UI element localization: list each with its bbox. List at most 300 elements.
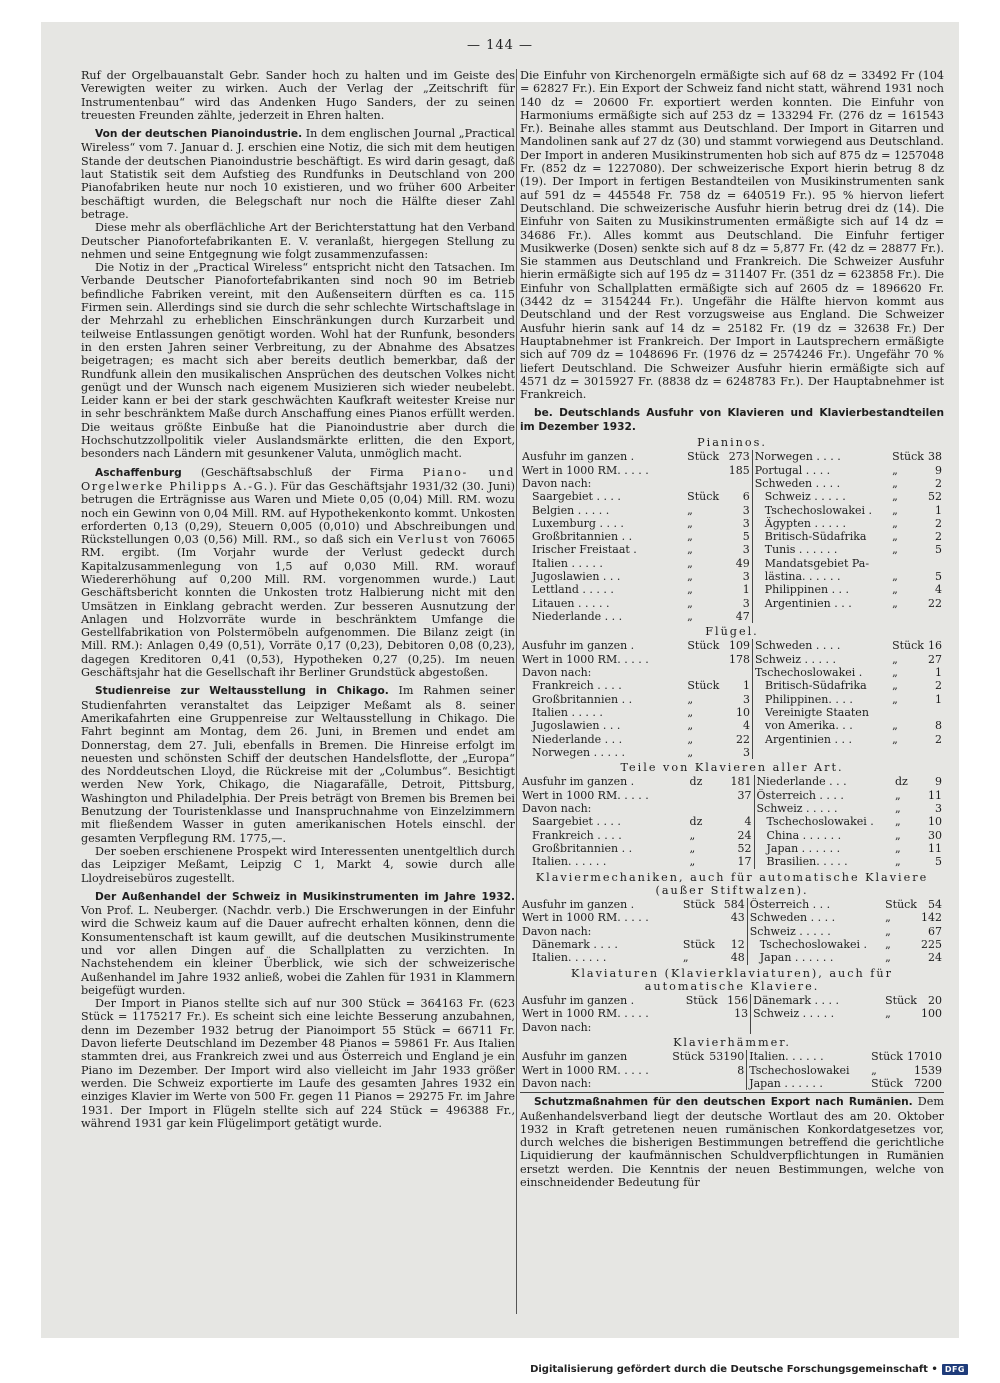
table-cell: Davon nach: [522, 924, 592, 938]
table-cell: „ [687, 503, 693, 517]
table-cell: 181 [730, 775, 752, 789]
table-row [520, 855, 944, 868]
table-cell: Ausfuhr im ganzen . [522, 898, 635, 912]
table-row [520, 719, 944, 732]
table-cell: Stück [871, 1050, 903, 1064]
table-cell: 9 [935, 775, 942, 789]
table-cell: dz [689, 815, 703, 829]
section-heading-aschaffenburg: Aschaffenburg [95, 466, 182, 479]
table-cell: Davon nach: [522, 476, 592, 490]
table-cell: Norwegen . . . . [752, 450, 890, 463]
table-cell: „ [689, 855, 696, 869]
table-cell: Schweden . . . . [752, 477, 890, 490]
table-cell: Tschechoslowakei . [753, 666, 891, 679]
aschaffenburg-text-b: ). Für das Geschäftsjahr 1931/32 (30. Juni) betrugen die Erträgnisse aus Waren und Miete 0,05 (0,04) Mill. RM. wozu noch ein Gewinn von 0,04 Mill. RM. auf Hypothekenkonto kommt. Unkosten erforderten 0,13 (0,29), Steuern 0,005 (0,010) und Abschreibungen und Rückstellungen 0,03 (0,56) Mill. RM., so daß sich ein [81, 479, 515, 547]
table-cell: 22 [736, 732, 751, 746]
table-cell [751, 1021, 883, 1034]
table-row [520, 1077, 944, 1090]
table-cell: Dänemark . . . . [751, 994, 883, 1007]
table-cell: Saargebiet . . . . [532, 815, 621, 829]
table-cell: Saargebiet . . . . [532, 490, 621, 504]
table-cell: „ [687, 596, 693, 610]
table-cell: Irischer Freistaat . [532, 543, 637, 557]
statistics-heading: be. Deutschlands Ausfuhr von Klavieren und Klavierbestandteilen im Dezember 1932. [520, 407, 944, 433]
table-cell: Japan . . . . . . [754, 842, 893, 855]
table-cell [723, 666, 752, 679]
table-cell: 9 [935, 463, 942, 477]
table-cell: 4 [935, 583, 942, 597]
column-divider [516, 69, 517, 1314]
table-cell: 6 [742, 490, 750, 504]
table-cell: 185 [728, 463, 750, 477]
table-cell: Ausfuhr im ganzen . [522, 775, 635, 789]
table-cell: 10 [736, 705, 751, 719]
table-row [520, 557, 944, 570]
table-cell [725, 802, 754, 815]
table-cell: „ [885, 1007, 891, 1021]
table-cell: Davon nach: [522, 802, 592, 816]
table-cell: 1 [935, 692, 942, 706]
table-row [520, 490, 944, 503]
table-cell: 3 [742, 503, 750, 517]
table-cell [752, 610, 890, 623]
table-cell: 37 [737, 788, 752, 802]
table-cell: 43 [730, 911, 745, 925]
table-cell [688, 789, 725, 802]
table-cell: Tschechoslowakei [747, 1064, 869, 1077]
table-cell [681, 911, 719, 924]
table-cell: Niederlande . . . [532, 609, 623, 623]
table-cell: 178 [729, 652, 751, 666]
table-cell: 8 [737, 1063, 745, 1077]
table-cell: 584 [723, 898, 745, 912]
table-cell: „ [687, 543, 693, 557]
table-cell: 8 [935, 719, 942, 733]
table-cell: Norwegen . . . . . [532, 745, 626, 759]
table-cell: „ [689, 828, 696, 842]
table-title-pianinos: Pianinos. [697, 436, 767, 450]
table-cell [685, 477, 723, 490]
table-cell: 17 [737, 855, 752, 869]
table-row [520, 653, 944, 666]
table-cell: „ [894, 802, 901, 816]
table-cell: „ [885, 938, 891, 951]
section-heading-schweiz: Der Außenhandel der Schweiz in Musikinstrumenten im Jahre 1932. [95, 890, 515, 903]
table-cell: Wert in 1000 RM. . . . . [522, 1063, 649, 1077]
table-cell: Großbritannien . . [532, 841, 633, 855]
table-cell: 3 [743, 692, 751, 706]
table-cell: Großbritannien . . [532, 692, 633, 706]
left-column [81, 69, 515, 1130]
table-cell: 53190 [709, 1050, 745, 1064]
section-pianoindustrie-p1 [81, 127, 515, 221]
table-row [520, 1064, 944, 1077]
table-cell: Britisch-Südafrika [753, 679, 891, 692]
table-cell: 1 [743, 679, 751, 693]
aschaffenburg-firm: Piano- und Orgelwerke Philipps A.-G. [81, 465, 515, 493]
table-cell: 24 [737, 828, 752, 842]
table-cell: Brasilien. . . . . [754, 855, 893, 868]
table-cell: „ [892, 652, 898, 666]
table-cell: Stück [687, 679, 720, 693]
table-cell: 109 [729, 639, 751, 653]
table-cell: 156 [727, 994, 749, 1008]
table-cell: Italien. . . . . . [532, 855, 607, 869]
table-cell: 17010 [907, 1050, 942, 1064]
table-cell: 2 [935, 476, 942, 490]
table-cell: Österreich . . . [747, 898, 883, 911]
table-cell: 27 [928, 652, 942, 666]
section-schweiz-p1 [81, 890, 515, 997]
table-cell: Italien . . . . . [532, 556, 603, 570]
table-cell: 30 [928, 828, 942, 842]
table-row [520, 706, 944, 719]
section-pianoindustrie-p2: Diese mehr als oberflächliche Art der Berichterstattung hat den Verband Deutscher Pianofortefabrikanten E. V. veranlaßt, hiergegen Stellung zu nehmen und seine Entgegnung wie folgt zusammenzufassen: [81, 221, 515, 261]
table-row [520, 1050, 944, 1063]
table-row [520, 829, 944, 842]
table-mechaniken [520, 898, 944, 964]
table-cell: Japan . . . . . . [747, 1077, 869, 1090]
right-column [520, 69, 944, 1189]
section-chikago-p1 [81, 684, 515, 845]
table-cell: Stück [892, 639, 924, 653]
table-cell: „ [689, 841, 696, 855]
table-cell: Davon nach: [522, 1020, 592, 1034]
table-row [520, 450, 944, 463]
table-row [520, 775, 944, 788]
table-row [520, 570, 944, 583]
section-heading-rumaenien: Schutzmaßnahmen für den deutschen Export nach Rumänien. [534, 1096, 913, 1109]
table-cell: 1 [935, 503, 942, 517]
aschaffenburg-text-c: von 76065 RM. ergibt. (Im Vorjahr wurde der Verlust gedeckt durch Kapitalzusammenlegung von 1,5 auf 0,030 Mill. RM. worauf Wiedererhöhung auf 0,200 Mill. RM. vorgenommen wurde.) Laut Geschäftsbericht konnten die Unkosten trotz Halbierung nicht mit den Umsätzen in Einklang gebracht werden. Zur besseren Ausnutzung der Anlagen und Holzvorräte wurde in beschränktem Umfange die Gestellfabrikation von Polstermöbeln aufgenommen. Die Bilanz zeigt (in Mill. RM.): Anlagen 0,49 (0,51), Vorräte 0,17 (0,23), Debitoren 0,08 (0,23), dagegen Kreditoren 0,41 (0,53), Hypotheken 0,27 (0,25). Im neuen Geschäftsjahr hat die Gesellschaft ihr Berliner Grundstück abgestoßen. [81, 533, 515, 680]
table-cell [681, 925, 719, 938]
table-cell [685, 464, 723, 477]
paragraph-sander: Ruf der Orgelbauanstalt Gebr. Sander hoch zu halten und im Geiste des Verewigten weiter zu wirken. Auch der Verlag der „Zeitschrift für Instrumentenbau“ wird das Andenken Hugo Sanders, der zu seinen treuesten Freunden zählte, jederzeit in Ehren halten. [81, 69, 515, 122]
table-klaviaturen [520, 994, 944, 1034]
table-title-haemmer: Klavierhämmer. [673, 1036, 791, 1050]
table-row [520, 693, 944, 706]
table-cell: „ [687, 732, 694, 746]
table-row [520, 504, 944, 517]
table-cell: „ [687, 583, 693, 597]
table-cell: 4 [744, 815, 752, 829]
footer [530, 1364, 968, 1375]
table-cell: 22 [928, 596, 942, 610]
table-cell: dz [689, 775, 703, 789]
table-cell: Ausfuhr im ganzen . [522, 639, 635, 653]
table-cell: „ [892, 530, 898, 544]
table-cell: Österreich . . . . [754, 789, 893, 802]
table-cell [919, 1021, 944, 1034]
table-cell: Ausfuhr im ganzen . [522, 994, 635, 1008]
table-cell: „ [892, 583, 898, 597]
table-pianinos [520, 450, 944, 623]
table-cell: Schweden . . . . [753, 639, 891, 652]
section-rumaenien [520, 1095, 944, 1189]
dfg-logo: DFG [942, 1364, 968, 1375]
footer-credit: Digitalisierung gefördert durch die Deutsche Forschungsgemeinschaft • [530, 1364, 938, 1375]
table-cell: Tunis . . . . . . [752, 543, 890, 556]
table-cell [926, 557, 944, 570]
table-cell: 3 [742, 516, 750, 530]
table-row [520, 597, 944, 610]
table-cell: „ [892, 596, 898, 610]
table-cell: Wert in 1000 RM. . . . . [522, 911, 649, 925]
table-cell: Davon nach: [522, 1076, 592, 1090]
table-cell: Britisch-Südafrika [752, 530, 890, 543]
table-cell: Italien . . . . . [532, 705, 603, 719]
table-cell [684, 1021, 722, 1034]
table-cell [883, 1021, 919, 1034]
table-cell: 3 [742, 569, 750, 583]
table-title-mechaniken: Klaviermechaniken, auch für automatische Klaviere (außer Stiftwalzen). [535, 870, 929, 897]
table-cell: Vereinigte Staaten [753, 706, 891, 719]
table-cell: „ [885, 911, 891, 925]
table-cell: 7200 [914, 1076, 942, 1090]
table-cell: 3 [743, 745, 751, 759]
table-cell: „ [892, 503, 898, 517]
table-cell: 273 [728, 450, 750, 464]
table-title-klaviaturen: Klaviaturen (Klavierklaviaturen), auch für automatische Klaviere. [571, 966, 893, 993]
table-cell: Stück [682, 938, 715, 951]
table-cell [753, 746, 891, 759]
table-cell: Stück [672, 1050, 705, 1064]
page-number: — 144 — [466, 38, 534, 53]
table-cell: Italien. . . . . . [747, 1050, 869, 1063]
table-cell [723, 477, 752, 490]
table-cell: „ [687, 705, 694, 719]
table-cell [926, 746, 944, 759]
table-cell: „ [892, 490, 898, 504]
section-chikago-p2: Der soeben erschienene Prospekt wird Interessenten unentgeltlich durch das Leipziger Meßamt, Leipzig C 1, Markt 4, sowie durch alle Lloydreisebüros zugestellt. [81, 844, 515, 885]
table-cell [685, 666, 723, 679]
table-cell: Argentinien . . . [753, 733, 891, 746]
table-cell: 142 [921, 911, 942, 925]
section-pianoindustrie-p3: Die Notiz in der „Practical Wireless“ entspricht nicht den Tatsachen. Im Verbande Deutscher Pianofortefabrikanten sind noch 90 im Betrieb befindliche Fabriken vereint, mit den Außenseitern dürften es ca. 115 Firmen sein. Allerdings sind sie durch die sehr schlechte Wirtschaftslage in der Mehrzahl zu erheblichen Einschränkungen durch Kurzarbeit und teilweise Entlassungen genötigt worden. Wohl hat der Runfunk, besonders in den ersten Jahren seiner Verbreitung, zu der Abnahme des Absatzes beigetragen; es macht sich aber bereits deutlich bemerkbar, daß der Rundfunk allein den musikalischen Ansprüchen des deutschen Volkes nicht genügt und der Wunsch nach eigenem Musizieren sich wieder neubelebt. Leider kann er bei der stark geschwächten Kaufkraft weitester Kreise nur in sehr beschränktem Maße durch Anschaffung eines Pianos erfüllt werden. Die weitaus größte Einbuße hat die Pianoindustrie aber durch die Hochschutzzollpolitik vieler Auslandsmärkte erlitten, die den Export, besonders nach Ländern mit gesunkener Valuta, unmöglich macht. [81, 261, 515, 461]
table-row [520, 477, 944, 490]
table-cell: 2 [935, 679, 942, 693]
table-cell: dz [894, 775, 908, 789]
table-cell: China . . . . . . [754, 829, 893, 842]
table-cell: 3 [935, 802, 942, 816]
table-cell: Frankreich . . . . [532, 828, 622, 842]
table-cell: 1 [935, 666, 942, 680]
table-row [520, 1021, 944, 1034]
table-row [520, 733, 944, 746]
section-pianoindustrie-text: In dem englischen Journal „Practical Wireless“ vom 7. Januar d. J. erschien eine Notiz, die sich mit dem heutigen Stande der deutschen Pianoindustrie beschäftigt. Es wird darin gesagt, daß laut Statistik seit dem Aufstieg des Rundfunks in Deutschland von 200 Pianofabriken heute nur noch 10 existieren, und wo früher 600 Arbeiter beschäftigt wurden, die Belegschaft nur noch die Hälfte dieser Zahl betrage. [81, 127, 515, 221]
table-cell [684, 1007, 722, 1020]
table-cell: Schweiz . . . . . [751, 1007, 883, 1020]
table-cell: 38 [928, 450, 942, 464]
aschaffenburg-text-a: (Geschäftsabschluß der Firma [200, 465, 404, 479]
table-cell [926, 706, 944, 719]
table-cell: 2 [935, 732, 942, 746]
table-cell: „ [885, 924, 891, 938]
table-cell: „ [892, 666, 898, 680]
table-cell: Wert in 1000 RM. . . . . [522, 463, 649, 477]
table-row [520, 639, 944, 652]
table-cell: 2 [935, 516, 942, 530]
table-cell: Italien. . . . . . [532, 951, 607, 965]
table-cell [890, 610, 926, 623]
table-cell: Lettland . . . . . [532, 583, 614, 597]
table-row [520, 543, 944, 556]
table-cell: Stück [687, 639, 720, 653]
table-cell: Tschechoslowakei . [747, 938, 883, 951]
paragraph-import-export: Die Einfuhr von Kirchenorgeln ermäßigte sich auf 68 dz = 33492 Fr (104 = 62827 Fr.). Ein Export der Schweiz fand nicht statt, während 1931 noch 140 dz = 20600 Fr. exportiert werden konnten. Die Einfuhr von Harmoniums ermäßigte sich auf 253 dz = 133294 Fr. (276 dz = 161543 Fr.). Beinahe alles stammt aus Deutschland. Der Import in Gitarren und Mandolinen sank auf 27 dz (30) und stammt vorwiegend aus Deutschland. Der Import in anderen Musikinstrumenten hob sich auf 875 dz = 1257048 Fr. (852 dz = 1227080). Der schweizerische Export hierin betrug 8 dz (19). Der Import in fertigen Bestandteilen von Musikinstrumenten sank auf 591 dz = 445548 Fr. 758 dz = 640519 Fr.). 95 % hiervon liefert Deutschland. Die schweizerische Ausfuhr hierin betrug drei dz (14). Die Einfuhr von Saiten zu Musikinstrumenten ermäßigte sich auf 14 dz = 34686 Fr.). Alles kommt aus Deutschland. Die Einfuhr fertiger Musikwerke (Dosen) senkte sich auf 8 dz = 5,877 Fr. (42 dz = 28877 Fr.). Sie stammen aus Deutschland und Frankreich. Die Schweizer Ausfuhr hierin ermäßigte sich auf 195 dz = 311407 Fr. (351 dz = 623858 Fr.). Die Einfuhr von Schallplatten ermäßigte sich auf 2605 dz = 1896620 Fr. (3442 dz = 3154244 Fr.). Ungefähr die Hälfte hiervon kommt aus Deutschland und der Rest vorzugsweise aus England. Die Schweizer Ausfuhr hierin sank auf 14 dz = 25182 Fr. (19 dz = 32638 Fr.) Der Hauptabnehmer ist Frankreich. Der Import in Lautsprechern ermäßigte sich auf 709 dz = 1048696 Fr. (1976 dz = 2574246 Fr.). Ungefähr 70 % liefert Deutschland. Die Schweizer Ausfuhr hierin ermäßigte sich auf 4571 dz = 3015927 Fr. (8838 dz = 6248783 Fr.). Der Hauptabnehmer ist Frankreich. [520, 69, 944, 402]
table-cell: Niederlande . . . [532, 732, 623, 746]
section-heading-pianoindustrie: Von der deutschen Pianoindustrie. [95, 128, 303, 141]
table-cell: Schweiz . . . . . [747, 925, 883, 938]
table-cell: 47 [735, 609, 750, 623]
table-row [520, 530, 944, 543]
table-cell: „ [894, 788, 901, 802]
table-row [520, 911, 944, 924]
table-cell [722, 1021, 751, 1034]
table-cell: „ [892, 692, 898, 706]
table-cell: 11 [928, 841, 942, 855]
table-row [520, 746, 944, 759]
table-cell: 20 [928, 994, 942, 1008]
table-cell [719, 925, 748, 938]
table-cell: „ [871, 1063, 877, 1077]
table-row [520, 583, 944, 596]
table-cell: Schweden . . . . [747, 911, 883, 924]
table-cell: Tschechoslowakei . [752, 504, 890, 517]
table-row [520, 898, 944, 911]
table-cell: 225 [921, 938, 942, 951]
table-cell [890, 746, 926, 759]
table-cell: Portugal . . . . [752, 464, 890, 477]
table-cell: Belgien . . . . . [532, 503, 610, 517]
section-heading-chikago: Studienreise zur Weltausstellung in Chikago. [95, 685, 389, 698]
table-cell: Niederlande . . . [754, 775, 893, 788]
table-cell: „ [687, 556, 693, 570]
table-cell: Stück [871, 1076, 903, 1090]
table-row [520, 938, 944, 951]
table-cell: Dänemark . . . . [532, 938, 618, 951]
table-row [520, 789, 944, 802]
table-cell: Frankreich . . . . [532, 679, 622, 693]
table-cell: „ [892, 679, 898, 693]
table-cell: Stück [885, 994, 917, 1008]
table-cell: „ [894, 841, 901, 855]
table-cell: 24 [928, 951, 942, 965]
table-title-fluegel: Flügel. [705, 625, 759, 639]
table-cell: 1 [742, 583, 750, 597]
table-cell: 3 [742, 596, 750, 610]
table-cell: Tschechoslowakei . [754, 815, 893, 828]
table-row [520, 666, 944, 679]
table-cell: 49 [735, 556, 750, 570]
table-cell: 4 [743, 719, 751, 733]
table-cell: 100 [921, 1007, 942, 1021]
table-cell: Stück [685, 994, 718, 1008]
table-cell: 12 [730, 938, 745, 951]
table-cell: „ [885, 951, 891, 965]
table-row [520, 925, 944, 938]
table-cell: 52 [737, 841, 752, 855]
table-cell: Davon nach: [522, 666, 592, 680]
table-cell: „ [892, 463, 898, 477]
table-cell: 67 [928, 924, 942, 938]
table-cell [685, 653, 723, 666]
table-cell: „ [892, 719, 898, 733]
table-cell: Schweiz . . . . . [753, 653, 891, 666]
table-cell: 5 [742, 530, 750, 544]
table-cell: Stück [687, 450, 720, 464]
table-cell: Mandatsgebiet Pa- [752, 557, 890, 570]
table-haemmer [520, 1050, 944, 1090]
table-cell: 10 [928, 815, 942, 829]
table-cell: Schweiz . . . . . [752, 490, 890, 503]
table-cell: „ [892, 516, 898, 530]
table-cell [670, 1077, 707, 1090]
table-row [520, 464, 944, 477]
table-cell: „ [894, 855, 901, 869]
table-cell: 54 [928, 898, 942, 912]
table-cell: 13 [734, 1007, 749, 1021]
table-title-teile: Teile von Klavieren aller Art. [620, 761, 844, 775]
table-row [520, 610, 944, 623]
table-row [520, 802, 944, 815]
table-teile [520, 775, 944, 868]
table-cell: 16 [928, 639, 942, 653]
table-cell: Philippinen. . . . [753, 693, 891, 706]
section-schweiz-p2: Der Import in Pianos stellte sich auf nur 300 Stück = 364163 Fr. (623 Stück = 1175217 Fr.). Es scheint sich eine leichte Besserung anzubahnen, denn im Dezember 1932 betrug der Pianoimport 55 Stück = 66711 Fr. Davon lieferte Deutschland im Dezember 48 Pianos = 59861 Fr. Aus Italien stammten drei, aus Frankreich zwei und aus Österreich und England je ein Piano im Dezember. Der Import wird also vielleicht im Jahr 1933 größer werden. Die Schweiz exportierte im Laufe des gesamten Jahres 1932 ein einziges Klavier im Werte von 500 Fr. gegen 11 Pianos = 29275 Fr. im Jahre 1931. Der Import in Flügeln stellte sich auf 224 Stück = 496388 Fr., während 1931 gar kein Flügelimport getätigt wurde. [81, 997, 515, 1130]
table-cell [670, 1064, 707, 1077]
table-cell: Luxemburg . . . . [532, 516, 624, 530]
table-row [520, 842, 944, 855]
chikago-text: Im Rahmen seiner Studienfahrten veranstaltet das Leipziger Meßamt als 8. seiner Amerikafahrten eine Gruppenreise zur Weltausstellung in Chikago. Die Fahrt beginnt am Montag, dem 26. Juni, in Bremen und endet am Donnerstag, dem 27. Juli, ebenfalls in Bremen. Die Hinreise erfolgt im neuesten und schönsten Schiff der deutschen Handelsflotte, der „Europa“ des Norddeutschen Lloyd, die Rückreise mit der „Columbus“. Besichtigt werden New York, Chikago, die Niagarafälle, Detroit, Pittsburg, Washington und Philadelphia. Der Preis beträgt von Bremen bis Bremen bei Benutzung der Touristenklasse und Inanspruchnahme von Einzelzimmern mit fließendem Wasser in guten amerikanischen Hotels einschl. der gesamten Verpflegung RM. 1775,—. [81, 684, 516, 845]
table-cell: „ [687, 719, 694, 733]
table-cell [707, 1077, 747, 1090]
table-cell: von Amerika. . . [753, 719, 891, 732]
table-cell: 5 [935, 569, 942, 583]
table-cell [926, 610, 944, 623]
table-cell: Jugoslawien . . . [532, 719, 621, 733]
rumaenien-text: Dem Außenhandelsverband liegt der deutsche Wortlaut des am 20. Oktober 1932 in Kraft getretenen neuen rumänischen Konkordatgesetzes vor, durch welches die bisherigen Bestimmungen betreffend die gerichtliche Liquidierung der kaufmännischen Schuldverpflichtungen in Rumänien ersetzt werden. Die Kenntnis der neuen Bestimmungen, welche von einschneidender Bedeutung für [520, 1095, 944, 1190]
schweiz-text: Von Prof. L. Neuberger. (Nachdr. verb.) Die Erschwerungen in der Einfuhr wird die Schweiz kaum auf die Dauer aufrecht erhalten können, denn die Konsumentenschaft ist kaum gewillt, auf die deutschen Musikinstrumente und vor allen Dingen auf die Schallplatten zu verzichten. In Nachstehendem ein kleiner Überblick, wie sich der schweizerische Außenhandel im Jahre 1932 anließ, wobei die Zahlen für 1931 in Klammern beigefügt wurden. [81, 904, 515, 997]
table-cell: 2 [935, 530, 942, 544]
table-cell: lästina. . . . . . [752, 570, 890, 583]
table-cell: Stück [682, 898, 715, 912]
table-cell: Jugoslawien . . . [532, 569, 621, 583]
table-cell: Stück [892, 450, 924, 464]
section-aschaffenburg [81, 466, 515, 680]
table-cell: Wert in 1000 RM. . . . . [522, 788, 649, 802]
table-cell: „ [687, 569, 693, 583]
table-cell: Stück [687, 490, 720, 504]
table-cell: Ausfuhr im ganzen . [522, 450, 635, 464]
table-row [520, 679, 944, 692]
table-cell: Großbritannien . . [532, 530, 633, 544]
table-cell: Ausfuhr im ganzen [522, 1050, 628, 1064]
table-cell [688, 802, 725, 815]
table-cell: Wert in 1000 RM. . . . . [522, 1007, 649, 1021]
table-cell: Japan . . . . . . [747, 951, 883, 964]
table-cell: Ägypten . . . . . [752, 517, 890, 530]
table-cell: 5 [935, 543, 942, 557]
table-cell: „ [687, 516, 693, 530]
scanned-page [41, 22, 959, 1338]
table-fluegel [520, 639, 944, 759]
table-cell: 11 [928, 788, 942, 802]
table-row [520, 815, 944, 828]
table-cell: Stück [885, 898, 917, 912]
table-cell [890, 557, 926, 570]
table-cell: „ [894, 815, 901, 829]
